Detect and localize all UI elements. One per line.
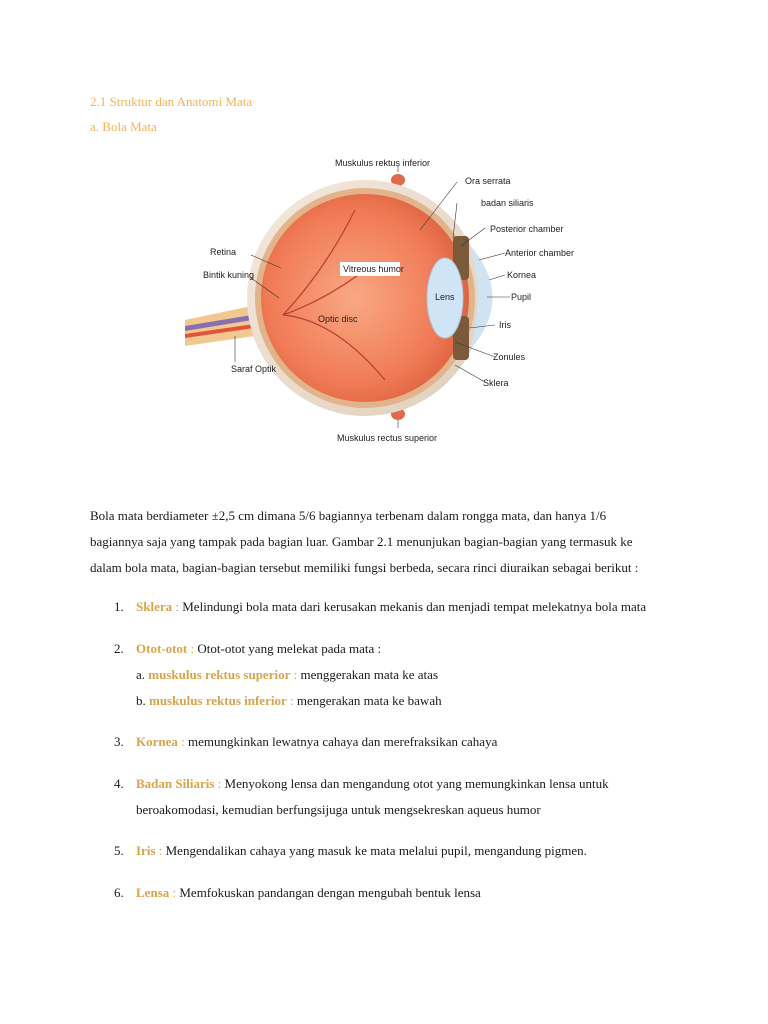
section-heading: 2.1 Struktur dan Anatomi Mata [90,94,253,109]
label-saraf-optik: Saraf Optik [231,364,277,374]
label-zonules: Zonules [493,352,526,362]
label-bintik-kuning: Bintik kuning [203,270,255,280]
label-retina: Retina [210,247,237,257]
description: Melindungi bola mata dari kerusakan mekanis dan menjadi tempat melekatnya bola mata [182,599,647,614]
label-kornea: Kornea [507,270,537,280]
list-number: 1. [114,599,124,614]
label-lens: Lens [435,292,455,302]
subsection-heading: a. Bola Mata [90,119,157,134]
label-iris: Iris [499,320,511,330]
description: Memfokuskan pandangan dengan mengubah bentuk lensa [179,885,481,900]
paragraph-line-1: Bola mata berdiameter ±2,5 cm dimana 5/6 bagiannya terbenam dalam rongga mata, dan hanya 1/6 [90,508,607,523]
label-badan-siliaris: badan siliaris [481,198,534,208]
term: Iris [136,843,156,858]
term: Kornea [136,734,178,749]
label-muskulus-superior: Muskulus rectus superior [337,433,438,443]
label-posterior-chamber: Posterior chamber [490,224,564,234]
term: Otot-otot [136,641,188,656]
list-number: 2. [114,641,124,656]
list-number: 5. [114,843,124,858]
description: memungkinkan lewatnya cahaya dan merefraksikan cahaya [188,734,498,749]
term-sub-b: muskulus rektus inferior [149,693,287,708]
label-anterior-chamber: Anterior chamber [505,248,575,258]
paragraph-line-2: bagiannya saja yang tampak pada bagian luar. Gambar 2.1 menunjukan bagian-bagian yang termasuk ke [90,534,633,549]
term: Lensa [136,885,170,900]
term: Badan Siliaris [136,776,215,791]
label-vitreous: Vitreous humor [343,264,404,274]
paragraph-line-3: dalam bola mata, bagian-bagian tersebut memiliki fungsi berbeda, secara rinci diuraikan sebagai berikut : [90,560,639,575]
label-sklera: Sklera [483,378,509,388]
description-cont: beroakomodasi, kemudian berfungsijuga untuk mengsekreskan aqueus humor [136,802,541,817]
label-optic-disc: Optic disc [318,314,358,324]
label-pupil: Pupil [511,292,532,302]
list-number: 3. [114,734,124,749]
term-sub-a: muskulus rektus superior [148,667,291,682]
term: Sklera [136,599,173,614]
description: Menyokong lensa dan mengandung otot yang memungkinkan lensa untuk [224,776,609,791]
list-number: 4. [114,776,124,791]
description: Mengendalikan cahaya yang masuk ke mata melalui pupil, mengandung pigmen. [165,843,587,858]
list-number: 6. [114,885,124,900]
eye-anatomy-figure [185,150,575,450]
description: Otot-otot yang melekat pada mata : [197,641,382,656]
label-ora-serrata: Ora serrata [465,176,511,186]
label-muskulus-inferior: Muskulus rektus inferior [335,158,431,168]
